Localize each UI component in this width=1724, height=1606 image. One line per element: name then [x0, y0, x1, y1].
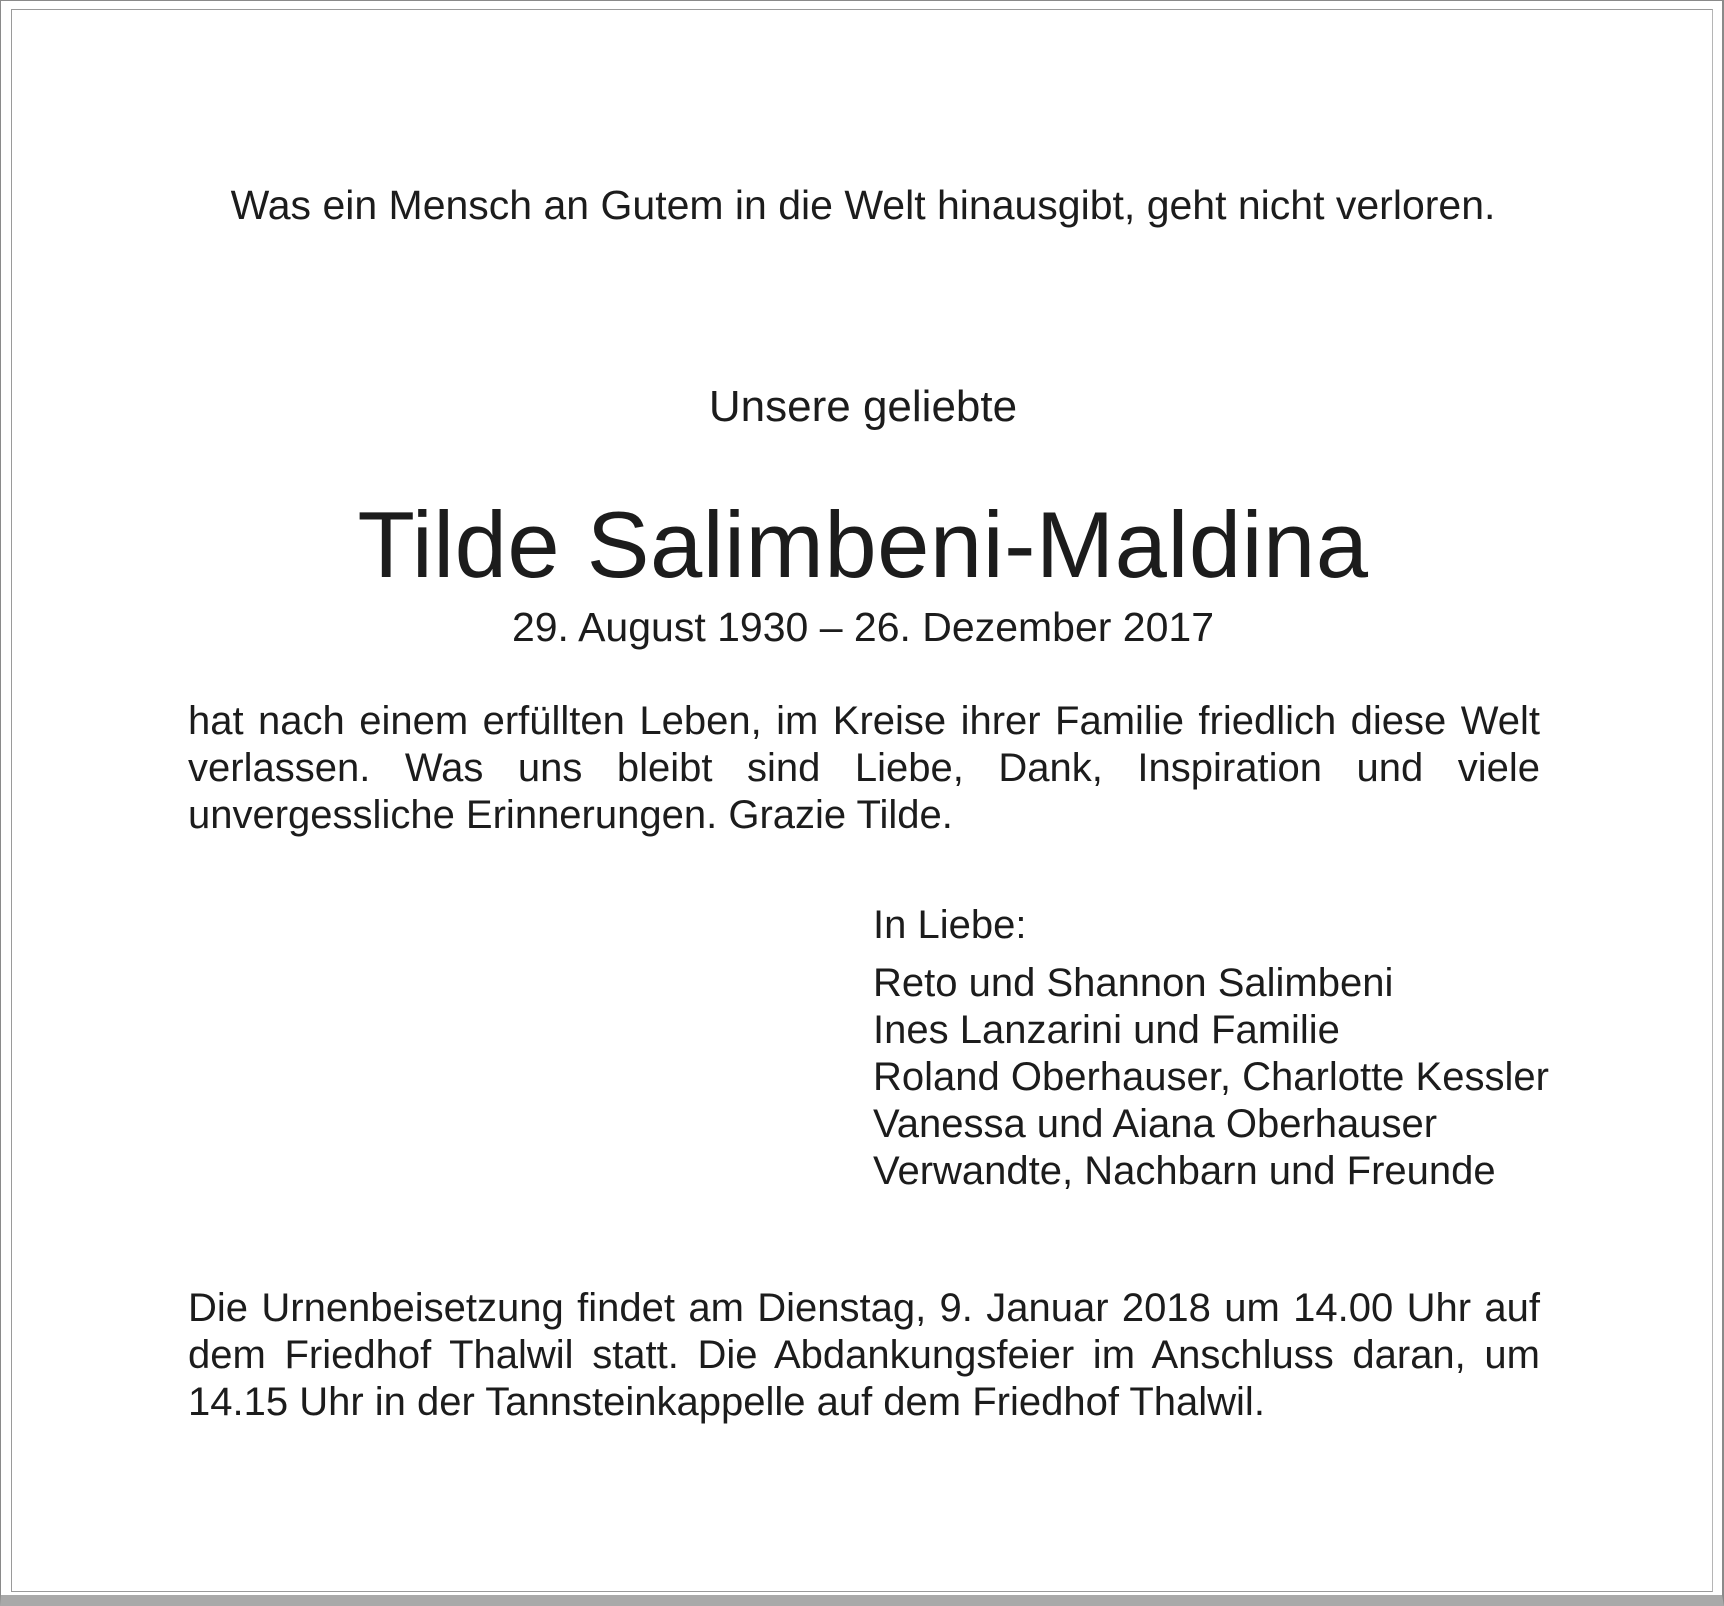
signer-name: Vanessa und Aiana Oberhauser	[873, 1102, 1438, 1146]
signer-name: Roland Oberhauser, Charlotte Kessler	[873, 1055, 1549, 1099]
death-notice-paragraph: hat nach einem erfüllten Leben, im Kreise ihrer Familie friedlich diese Welt verlassen. Was uns bleibt sind Liebe, Dank, Inspiration und viele unvergessliche Erinnerungen. Grazie Tilde.	[188, 699, 1540, 837]
motto-quote: Was ein Mensch an Gutem in die Welt hinausgibt, geht nicht verloren.	[230, 182, 1496, 228]
deceased-name: Tilde Salimbeni-Maldina	[357, 492, 1369, 597]
signers-heading: In Liebe:	[873, 903, 1027, 947]
intro-line: Unsere geliebte	[708, 382, 1018, 431]
signers-list	[873, 960, 1549, 1195]
service-details-paragraph: Die Urnenbeisetzung findet am Dienstag, 9. Januar 2018 um 14.00 Uhr auf dem Friedhof Thalwil statt. Die Abdankungsfeier im Anschluss daran, um 14.15 Uhr in der Tannsteinkappelle auf dem Friedhof Thalwil.	[188, 1286, 1540, 1424]
signer-name: Verwandte, Nachbarn und Freunde	[873, 1149, 1496, 1193]
signer-name: Ines Lanzarini und Familie	[873, 1008, 1340, 1052]
life-dates: 29. August 1930 – 26. Dezember 2017	[511, 604, 1215, 650]
signer-name: Reto und Shannon Salimbeni	[873, 961, 1394, 1005]
